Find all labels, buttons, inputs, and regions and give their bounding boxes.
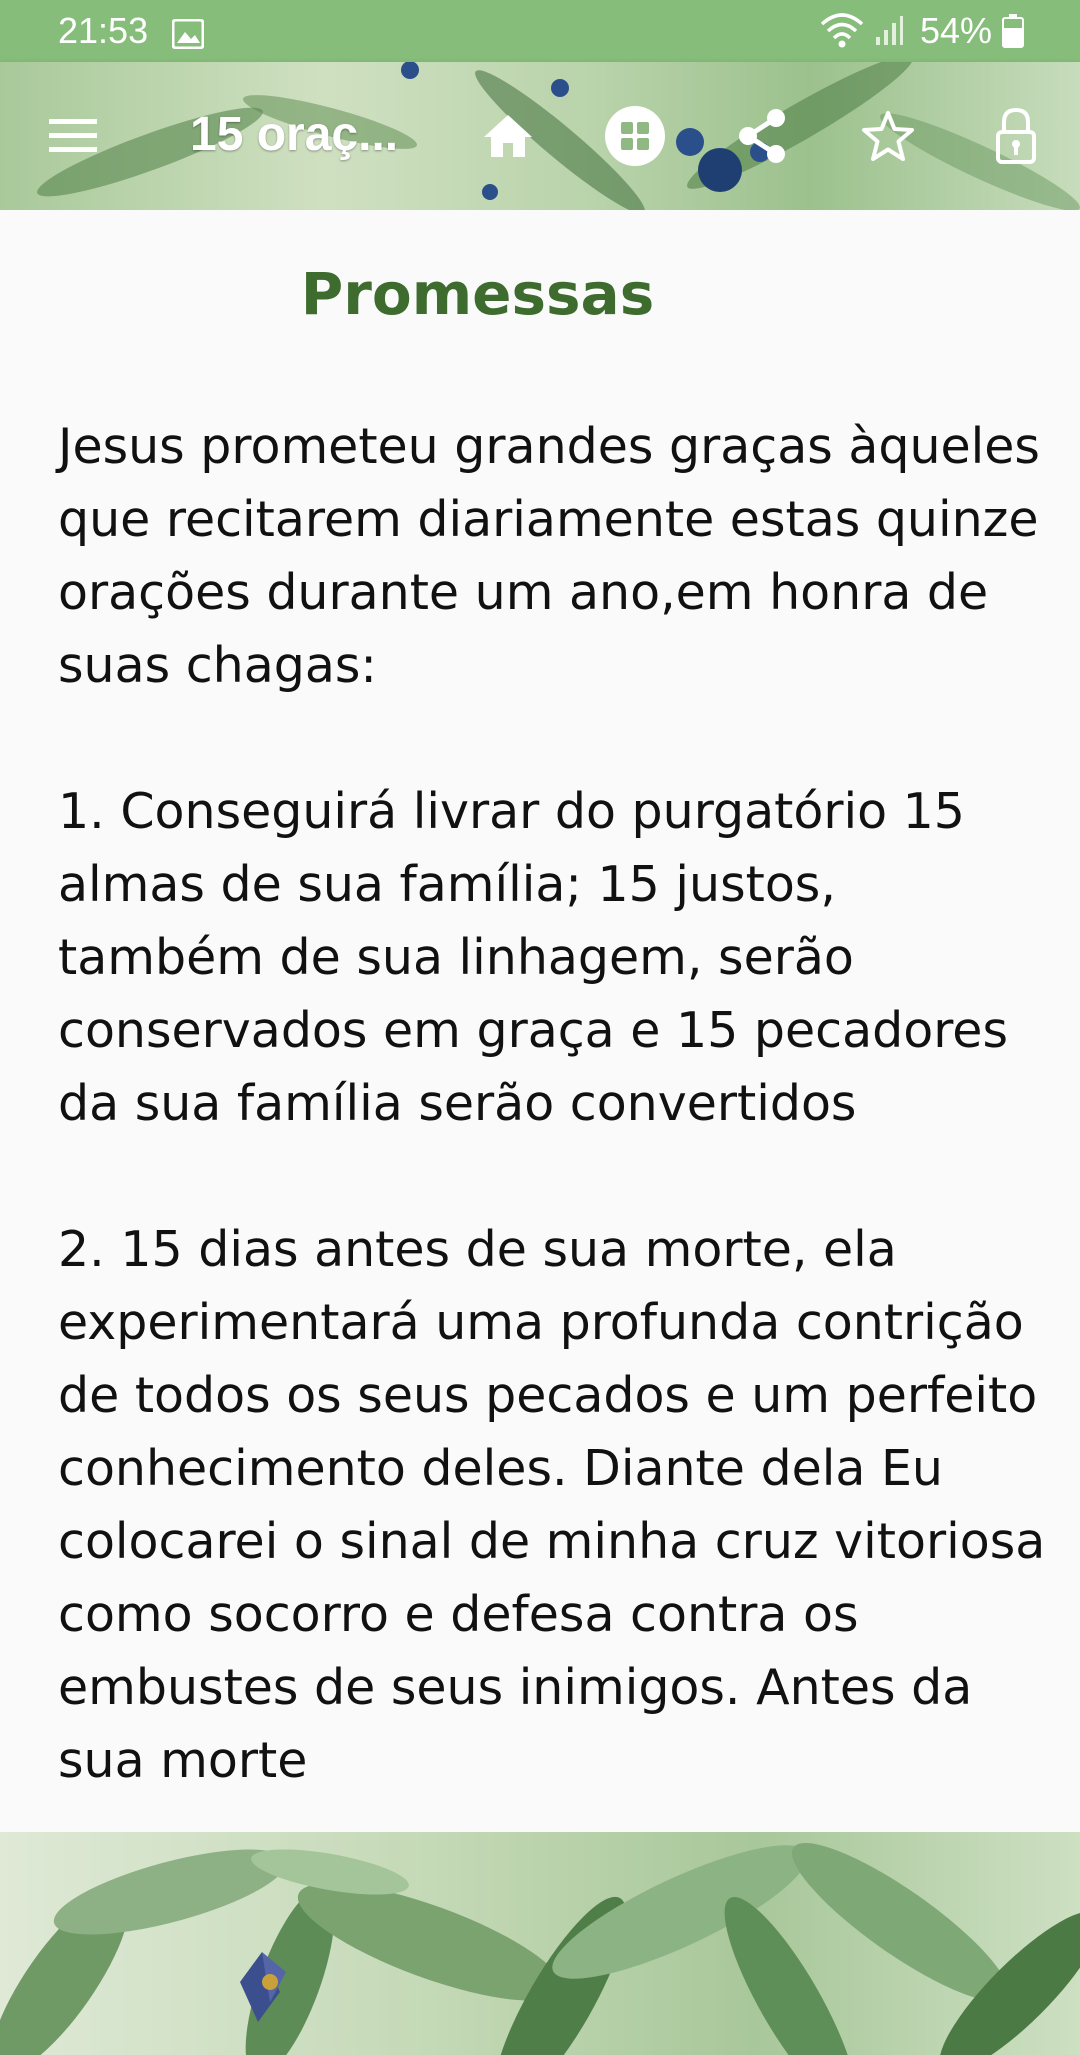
status-time: 21:53: [58, 10, 149, 51]
paragraph-promise-1: 1. Conseguirá livrar do purgatório 15 almas de sua família; 15 justos, também de sua linhagem, serão conservados em graça e 15 pecadores da sua família serão convertidos: [58, 783, 1024, 1132]
prayer-text: [58, 410, 1061, 1832]
app-title: 15 oraç...: [190, 108, 399, 161]
lock-icon: [994, 106, 1038, 166]
status-bar: [0, 0, 1080, 62]
battery-percentage: 54%: [920, 10, 993, 51]
paragraph-intro: Jesus prometeu grandes graças àqueles que recitarem diariamente estas quinze orações durante um ano,em honra de suas chagas:: [58, 418, 1056, 694]
favorite-button[interactable]: [848, 62, 928, 210]
battery-icon: [1002, 14, 1024, 57]
wifi-icon: [820, 10, 864, 59]
app-bar: [0, 62, 1080, 210]
menu-icon: [47, 116, 99, 156]
star-icon: [861, 110, 915, 162]
share-icon: [736, 108, 788, 164]
footer-banner: [0, 1832, 1080, 2055]
page-heading: Promessas: [300, 260, 655, 328]
content-area[interactable]: [0, 210, 1080, 1832]
paragraph-promise-2: 2. 15 dias antes de sua morte, ela experimentará uma profunda contrição de todos os seus pecados e um perfeito conhecimento deles. Diante dela Eu colocarei o sinal de minha cruz vitoriosa como socorro e defesa contra os embustes de seus inimigos. Antes da sua morte: [58, 1221, 1061, 1789]
lock-button[interactable]: [976, 62, 1056, 210]
share-button[interactable]: [722, 62, 802, 210]
gallery-icon: [172, 16, 204, 58]
menu-button[interactable]: [30, 62, 116, 210]
signal-icon: [874, 14, 904, 56]
apps-icon: [604, 105, 666, 167]
home-button[interactable]: [468, 62, 548, 210]
home-icon: [482, 113, 534, 159]
apps-button[interactable]: [595, 62, 675, 210]
footer-leaf-decoration: [0, 1832, 1080, 2055]
